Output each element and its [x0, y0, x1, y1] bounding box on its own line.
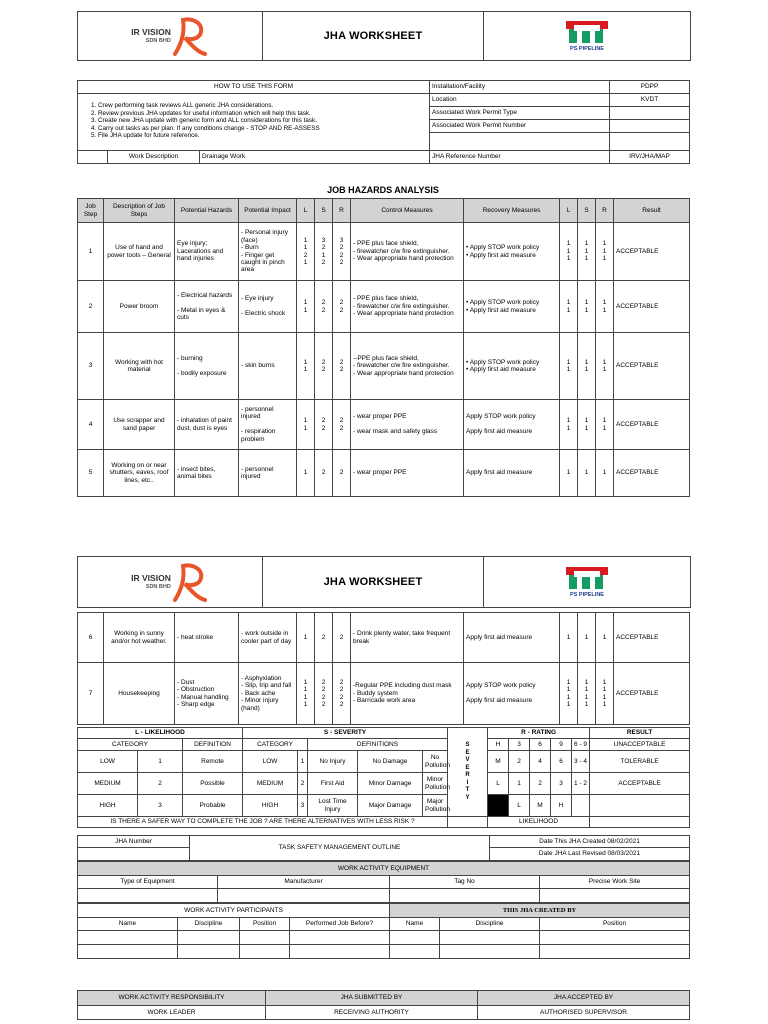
severity-cell: 2: [315, 613, 333, 663]
responsibility-table: [77, 990, 690, 1020]
installation-value: PDPP: [610, 81, 690, 94]
impact-cell: - personnel injured - respiration problem: [239, 400, 297, 450]
blank-cell: [590, 795, 690, 817]
impact-cell: - work outside in cooler part of day: [239, 613, 297, 663]
severity-cell: 3 2 1 2: [315, 223, 333, 281]
hazard-row: [78, 663, 690, 725]
step-cell: 3: [78, 333, 104, 400]
hazards-cell: - Electrical hazards - Metal in eyes & cuts: [175, 281, 239, 333]
rating-cell: 1: [509, 773, 530, 795]
hazard-row: [78, 223, 690, 281]
rating-range: 6 - 9: [572, 739, 590, 751]
swoosh-logo-icon: [171, 14, 209, 58]
residual-likelihood-cell: 1 1: [560, 281, 578, 333]
col-header-r: R: [333, 199, 351, 223]
residual-likelihood-cell: 1 1: [560, 333, 578, 400]
recovery-measures-cell: Apply STOP work policy Apply first aid measure: [464, 663, 560, 725]
result-cell: ACCEPTABLE: [614, 333, 690, 400]
result-cell: ACCEPTABLE: [614, 223, 690, 281]
result-unacceptable: UNACCEPTABLE: [590, 739, 690, 751]
l-category: LOW: [78, 751, 138, 773]
likelihood-cell: 1 1: [297, 333, 315, 400]
col-header-step: Job Step: [78, 199, 104, 223]
l-category: MEDIUM: [78, 773, 138, 795]
l-definition: Probable: [183, 795, 243, 817]
creator-position-header: Position: [540, 918, 690, 931]
howto-item: 1. Crew performing task reviews ALL generic JHA considerations.: [98, 102, 427, 110]
rating-cell: 2: [333, 613, 351, 663]
hazard-row: [78, 450, 690, 497]
creator-cell[interactable]: [540, 945, 690, 959]
creator-cell[interactable]: [540, 931, 690, 945]
s-damage: Major Damage: [358, 795, 423, 817]
s-pollution: Major Pollution: [423, 795, 448, 817]
equipment-title: WORK ACTIVITY EQUIPMENT: [78, 862, 690, 876]
permit-type-label: Associated Work Permit Type: [430, 107, 610, 120]
creator-cell[interactable]: [390, 931, 440, 945]
partner-label: PS PIPELINE: [570, 591, 604, 598]
result-cell: ACCEPTABLE: [614, 663, 690, 725]
recovery-measures-cell: • Apply STOP work policy • Apply first aid measure: [464, 223, 560, 281]
residual-rating-cell: 1 1: [596, 281, 614, 333]
work-leader-label: WORK LEADER: [78, 1006, 266, 1020]
likelihood-cell: 1 1 2 1: [297, 223, 315, 281]
equipment-type-header: Type of Equipment: [78, 876, 218, 889]
s-number: 2: [298, 773, 308, 795]
rating-row-h: H: [488, 739, 509, 751]
date-created: Date This JHA Created 08/02/2021: [490, 836, 690, 848]
col-header-description: Description of Job Steps: [104, 199, 175, 223]
likelihood-cell: 1 1: [297, 400, 315, 450]
rating-col-l: L: [509, 795, 530, 817]
rating-row-l: L: [488, 773, 509, 795]
company-logo: [78, 557, 262, 607]
residual-rating-cell: 1: [596, 613, 614, 663]
s-category-header: CATEGORY: [243, 739, 308, 751]
rating-cell: 2 2: [333, 400, 351, 450]
howto-title: HOW TO USE THIS FORM: [78, 81, 430, 94]
equipment-manufacturer-header: Manufacturer: [218, 876, 390, 889]
jha-number-value: [78, 848, 190, 861]
hazards-table-continued: [77, 612, 690, 725]
page-title: JHA WORKSHEET: [262, 12, 484, 60]
residual-likelihood-cell: 1: [560, 613, 578, 663]
submitted-by-header: JHA SUBMITTED BY: [266, 991, 478, 1006]
severity-title: S - SEVERITY: [243, 728, 448, 739]
hazards-cell: Eye injury; Lacerations and hand injuries: [175, 223, 239, 281]
residual-rating-cell: 1 1 1 1: [596, 663, 614, 725]
recovery-measures-cell: • Apply STOP work policy • Apply first aid measure: [464, 333, 560, 400]
s-injury: Lost Time Injury: [308, 795, 358, 817]
accepted-by-header: JHA ACCEPTED BY: [478, 991, 690, 1006]
col-header-result: Result: [614, 199, 690, 223]
equipment-cell[interactable]: [218, 889, 390, 903]
reference-label: JHA Reference Number: [430, 151, 610, 164]
receiving-authority-label: RECEIVING AUTHORITY: [266, 1006, 478, 1020]
residual-severity-cell: 1 1 1: [578, 223, 596, 281]
creator-discipline-header: Discipline: [440, 918, 540, 931]
residual-likelihood-cell: 1 1 1: [560, 223, 578, 281]
col-header-l: L: [297, 199, 315, 223]
impact-cell: - Eye injury - Electric shock: [239, 281, 297, 333]
residual-likelihood-cell: 1 1 1 1: [560, 663, 578, 725]
residual-likelihood-cell: 1: [560, 450, 578, 497]
date-revised: Date JHA Last Revised 08/03/2021: [490, 848, 690, 861]
severity-cell: 2: [315, 450, 333, 497]
impact-cell: - Asphyxiation - Slip, trip and fall - Back ache - Minor injury (hand): [239, 663, 297, 725]
howto-item: 5. File JHA update for future reference.: [98, 132, 427, 140]
result-cell: ACCEPTABLE: [614, 613, 690, 663]
rating-range: 1 - 2: [572, 773, 590, 795]
col-header-hazards: Potential Hazards: [175, 199, 239, 223]
equipment-site-header: Precise Work Site: [540, 876, 690, 889]
l-number: 3: [138, 795, 183, 817]
l-number: 1: [138, 751, 183, 773]
s-pollution: Minor Pollution: [423, 773, 448, 795]
creator-cell[interactable]: [390, 945, 440, 959]
participant-position-header: Position: [240, 918, 290, 931]
safer-way-question: IS THERE A SAFER WAY TO COMPLETE THE JOB ? ARE THERE ALTERNATIVES WITH LESS RISK ?: [78, 817, 448, 828]
s-damage: Minor Damage: [358, 773, 423, 795]
rating-cell: 3 2 2 2: [333, 223, 351, 281]
company-sub: SDN BHD: [145, 583, 171, 590]
rating-col-m: M: [530, 795, 551, 817]
howto-item: 3. Create new JHA update with generic form and ALL considerations for this task.: [98, 117, 427, 125]
rating-cell: 2: [333, 450, 351, 497]
step-cell: 5: [78, 450, 104, 497]
step-cell: 7: [78, 663, 104, 725]
l-category: HIGH: [78, 795, 138, 817]
result-tolerable: TOLERABLE: [590, 751, 690, 773]
control-measures-cell: - PPE plus face shield, - firewatcher c/w fire extinguisher. - Wear appropriate hand protection: [351, 223, 464, 281]
blank-cell: [448, 817, 488, 828]
participant-cell[interactable]: [290, 931, 390, 945]
equipment-tag-header: Tag No: [390, 876, 540, 889]
rating-row-m: M: [488, 751, 509, 773]
severity-cell: 2 2: [315, 333, 333, 400]
outline-title: TASK SAFETY MANAGEMENT OUTLINE: [190, 836, 490, 861]
rating-cell: 2: [509, 751, 530, 773]
equipment-cell[interactable]: [390, 889, 540, 903]
hazards-cell: - heat stroke: [175, 613, 239, 663]
hazard-row: [78, 281, 690, 333]
description-cell: Use scrapper and sand paper: [104, 400, 175, 450]
permit-number-value: [610, 120, 690, 133]
howto-list-cell: [78, 94, 430, 151]
l-definition-header: DEFINITION: [183, 739, 243, 751]
col-header-s: S: [315, 199, 333, 223]
severity-cell: 2 2: [315, 281, 333, 333]
s-definitions-header: DEFINITIONS: [308, 739, 448, 751]
description-cell: Working on or near shutters, eaves, roof lines, etc..: [104, 450, 175, 497]
control-measures-cell: - wear proper PPE: [351, 450, 464, 497]
created-by-title: THIS JHA CREATED BY: [390, 904, 690, 918]
impact-cell: - Personal injury (face) - Burn - Finger get caught in pinch area: [239, 223, 297, 281]
col-header-s2: S: [578, 199, 596, 223]
residual-rating-cell: 1 1: [596, 400, 614, 450]
participant-cell[interactable]: [240, 931, 290, 945]
recovery-measures-cell: • Apply STOP work policy • Apply first aid measure: [464, 281, 560, 333]
likelihood-cell: 1: [297, 450, 315, 497]
authorised-supervisor-label: AUTHORISED SUPERVISOR: [478, 1006, 690, 1020]
rating-cell: 2 2 2 2: [333, 663, 351, 725]
rating-cell: 4: [530, 751, 551, 773]
ps-pipeline-logo-icon: [566, 21, 608, 45]
rating-cell: 2 2: [333, 333, 351, 400]
rating-cell: 3: [551, 773, 572, 795]
result-cell: ACCEPTABLE: [614, 400, 690, 450]
rating-cell: 2: [530, 773, 551, 795]
result-cell: ACCEPTABLE: [614, 450, 690, 497]
participant-cell[interactable]: [240, 945, 290, 959]
l-definition: Possible: [183, 773, 243, 795]
creator-cell[interactable]: [440, 945, 540, 959]
participant-name-header: Name: [78, 918, 178, 931]
hazards-cell: - Dust - Obstruction - Manual handling - Sharp edge: [175, 663, 239, 725]
howto-item: 4. Carry out tasks as per plan. If any conditions change - STOP AND RE-ASSESS: [98, 125, 427, 133]
company-name: IR VISION: [131, 27, 171, 38]
severity-vertical-text: S E V E R I T Y: [465, 742, 470, 801]
col-header-r2: R: [596, 199, 614, 223]
participant-cell[interactable]: [78, 945, 178, 959]
permit-number-label: Associated Work Permit Number: [430, 120, 610, 133]
recovery-measures-cell: Apply first aid measure: [464, 450, 560, 497]
location-value: KVDT: [610, 94, 690, 107]
partner-label: PS PIPELINE: [570, 45, 604, 52]
swoosh-logo-icon: [171, 560, 209, 604]
ps-pipeline-logo-icon: [566, 567, 608, 591]
description-cell: Working in sunny and/or hot weather.: [104, 613, 175, 663]
likelihood-label: LIKELIHOOD: [488, 817, 590, 828]
likelihood-cell: 1: [297, 613, 315, 663]
blank-cell: [610, 133, 690, 151]
hazard-row: [78, 613, 690, 663]
l-category-header: CATEGORY: [78, 739, 183, 751]
s-pollution: No Pollution: [423, 751, 448, 773]
page-title: JHA WORKSHEET: [262, 557, 484, 607]
analysis-title: JOB HAZARDS ANALYSIS: [327, 185, 439, 195]
location-label: Location: [430, 94, 610, 107]
likelihood-title: L - LIKELIHOOD: [78, 728, 243, 739]
step-cell: 6: [78, 613, 104, 663]
hazards-cell: - insect bites, animal bites: [175, 450, 239, 497]
control-measures-cell: -Regular PPE including dust mask - Buddy system - Barricade work area: [351, 663, 464, 725]
creator-cell[interactable]: [440, 931, 540, 945]
hazards-cell: - inhalation of paint dust, dust is eyes: [175, 400, 239, 450]
work-description-value: Drainage Work: [200, 151, 430, 164]
description-cell: Housekeeping: [104, 663, 175, 725]
hazards-rows: [78, 223, 690, 497]
rating-cell: 9: [551, 739, 572, 751]
residual-severity-cell: 1 1: [578, 281, 596, 333]
jha-number-label: JHA Number: [78, 836, 190, 848]
step-cell: 1: [78, 223, 104, 281]
result-acceptable: ACCEPTABLE: [590, 773, 690, 795]
company-name: IR VISION: [131, 573, 171, 584]
header-box-page2: [77, 556, 691, 608]
reference-value: IRV/JHA/MAP: [610, 151, 690, 164]
rating-cell: 2 2: [333, 281, 351, 333]
residual-rating-cell: 1 1: [596, 333, 614, 400]
participants-title: WORK ACTIVITY PARTICIPANTS: [78, 904, 390, 918]
participant-performed-header: Performed Job Before?: [290, 918, 390, 931]
likelihood-cell: 1 1 1 1: [297, 663, 315, 725]
risk-matrix: [77, 727, 690, 828]
info-table: [77, 80, 690, 164]
header-box-page1: [77, 11, 691, 61]
responsibility-header: WORK ACTIVITY RESPONSIBILITY: [78, 991, 266, 1006]
s-injury: First Aid: [308, 773, 358, 795]
residual-severity-cell: 1 1: [578, 333, 596, 400]
severity-cell: 2 2: [315, 400, 333, 450]
hazards-cell: - burning - bodily exposure: [175, 333, 239, 400]
participants-table: [77, 903, 690, 959]
control-measures-cell: - Drink plenty water, take frequent break: [351, 613, 464, 663]
partner-logo: [484, 557, 690, 607]
installation-label: Installation/Facility: [430, 81, 610, 94]
blank-cell: [78, 151, 108, 164]
blank-cell: [572, 795, 590, 817]
s-category: LOW: [243, 751, 298, 773]
residual-severity-cell: 1 1: [578, 400, 596, 450]
creator-name-header: Name: [390, 918, 440, 931]
s-injury: No Injury: [308, 751, 358, 773]
residual-severity-cell: 1 1 1 1: [578, 663, 596, 725]
s-number: 3: [298, 795, 308, 817]
hazards-table: [77, 198, 690, 497]
step-cell: 4: [78, 400, 104, 450]
residual-severity-cell: 1: [578, 613, 596, 663]
likelihood-cell: 1 1: [297, 281, 315, 333]
howto-list: [80, 102, 427, 140]
impact-cell: - personnel injured: [239, 450, 297, 497]
col-header-control: Control Measures: [351, 199, 464, 223]
company-sub: SDN BHD: [145, 37, 171, 44]
rating-range: 3 - 4: [572, 751, 590, 773]
s-damage: No Damage: [358, 751, 423, 773]
severity-cell: 2 2 2 2: [315, 663, 333, 725]
hazards-rows-continued: [78, 613, 690, 725]
control-measures-cell: - PPE plus face shield, - firewatcher c/w fire extinguisher. - Wear appropriate hand protection: [351, 281, 464, 333]
participant-cell[interactable]: [78, 931, 178, 945]
work-description-label: Work Description: [108, 151, 200, 164]
description-cell: Working with hot material: [104, 333, 175, 400]
blank-cell: [430, 133, 610, 151]
hazard-row: [78, 333, 690, 400]
description-cell: Use of hand and power tools – General: [104, 223, 175, 281]
outline-table: [77, 835, 690, 861]
l-number: 2: [138, 773, 183, 795]
l-definition: Remote: [183, 751, 243, 773]
control-measures-cell: --PPE plus face shield, - firewatcher c/w fire extinguisher. - Wear appropriate hand protection: [351, 333, 464, 400]
residual-severity-cell: 1: [578, 450, 596, 497]
participant-cell[interactable]: [178, 931, 240, 945]
participant-cell[interactable]: [290, 945, 390, 959]
blank-cell: [590, 817, 690, 828]
result-cell: ACCEPTABLE: [614, 281, 690, 333]
residual-likelihood-cell: 1 1: [560, 400, 578, 450]
result-title: RESULT: [590, 728, 690, 739]
rating-cell: 6: [530, 739, 551, 751]
recovery-measures-cell: Apply first aid measure: [464, 613, 560, 663]
description-cell: Power broom: [104, 281, 175, 333]
partner-logo: [484, 12, 690, 60]
rating-cell: 3: [509, 739, 530, 751]
rating-title: R - RATING: [488, 728, 590, 739]
severity-vertical-label: [448, 728, 488, 817]
s-category: MEDIUM: [243, 773, 298, 795]
residual-rating-cell: 1 1 1: [596, 223, 614, 281]
company-logo: [78, 12, 262, 60]
s-category: HIGH: [243, 795, 298, 817]
equipment-cell[interactable]: [540, 889, 690, 903]
equipment-table: [77, 861, 690, 903]
col-header-recovery: Recovery Measures: [464, 199, 560, 223]
recovery-measures-cell: Apply STOP work policy Apply first aid measure: [464, 400, 560, 450]
rating-col-h: H: [551, 795, 572, 817]
step-cell: 2: [78, 281, 104, 333]
participant-cell[interactable]: [178, 945, 240, 959]
impact-cell: - skin burns: [239, 333, 297, 400]
participant-discipline-header: Discipline: [178, 918, 240, 931]
howto-item: 2. Review previous JHA updates for useful information which will help this task.: [98, 110, 427, 118]
hazard-row: [78, 400, 690, 450]
rating-cell: 6: [551, 751, 572, 773]
residual-rating-cell: 1: [596, 450, 614, 497]
control-measures-cell: - wear proper PPE - wear mask and safety glass: [351, 400, 464, 450]
col-header-impact: Potential Impact: [239, 199, 297, 223]
rating-black-cell: [488, 795, 509, 817]
col-header-l2: L: [560, 199, 578, 223]
permit-type-value: [610, 107, 690, 120]
s-number: 1: [298, 751, 308, 773]
equipment-cell[interactable]: [78, 889, 218, 903]
